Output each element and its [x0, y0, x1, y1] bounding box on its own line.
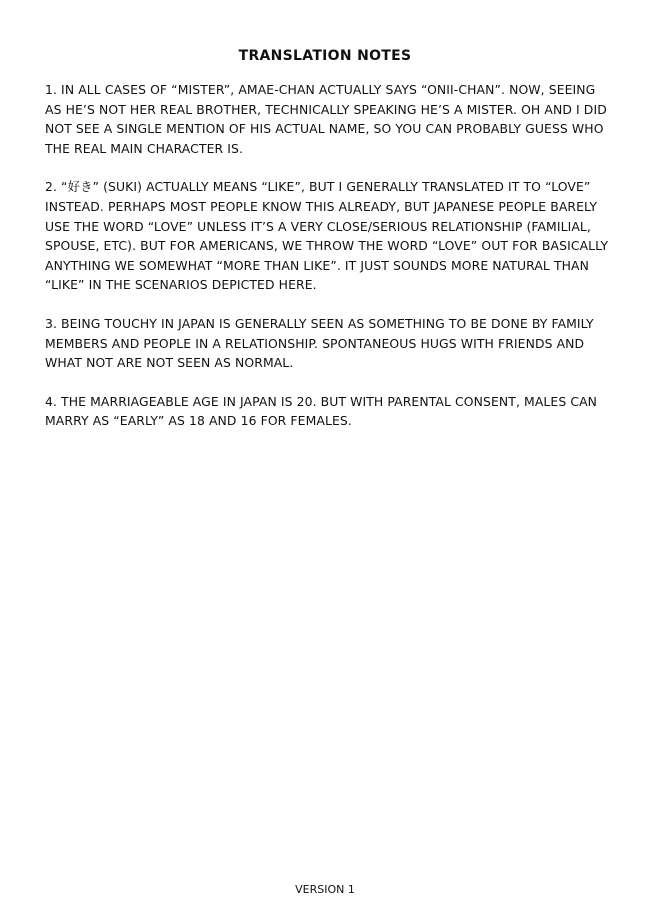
note-3: 3. BEING TOUCHY IN JAPAN IS GENERALLY SEEN AS SOMETHING TO BE DONE BY FAMILY MEMBERS AND PEOPLE IN A RELATIONSHIP. SPONTANEOUS HUGS WITH FRIENDS AND WHAT NOT ARE NOT SEEN AS NORMAL. [45, 315, 594, 371]
page-title: TRANSLATION NOTES [238, 48, 412, 64]
version-label: VERSION 1 [295, 883, 355, 896]
note-1: 1. IN ALL CASES OF “MISTER”, AMAE-CHAN ACTUALLY SAYS “ONII-CHAN”. NOW, SEEING AS HE’S NOT HER REAL BROTHER, TECHNICALLY SPEAKING HE’S A MISTER. OH AND I DID NOT SEE A SINGLE MENTION OF HIS ACTUAL NAME, SO YOU CAN PROBABLY GUESS WHO THE REAL MAIN CHARACTER IS. [45, 82, 607, 156]
note-2: 2. “好き” (SUKI) ACTUALLY MEANS “LIKE”, BUT I GENERALLY TRANSLATED IT TO “LOVE” INSTEAD. PERHAPS MOST PEOPLE KNOW THIS ALREADY, BUT JAPANESE PEOPLE BARELY USE THE WORD “LOVE” UNLESS IT’S A VERY CLOSE/SERIOUS RELATIONSHIP (FAMILIAL, SPOUSE, ETC). BUT FOR AMERICANS, WE THROW THE WORD “LOVE” OUT FOR BASICALLY ANYTHING WE SOMEWHAT “MORE THAN LIKE”. IT JUST SOUNDS MORE NATURAL THAN “LIKE” IN THE SCENARIOS DEPICTED HERE. [45, 179, 609, 293]
notes-list [45, 80, 615, 450]
note-4: 4. THE MARRIAGEABLE AGE IN JAPAN IS 20. BUT WITH PARENTAL CONSENT, MALES CAN MARRY AS “EARLY” AS 18 AND 16 FOR FEMALES. [45, 393, 598, 429]
